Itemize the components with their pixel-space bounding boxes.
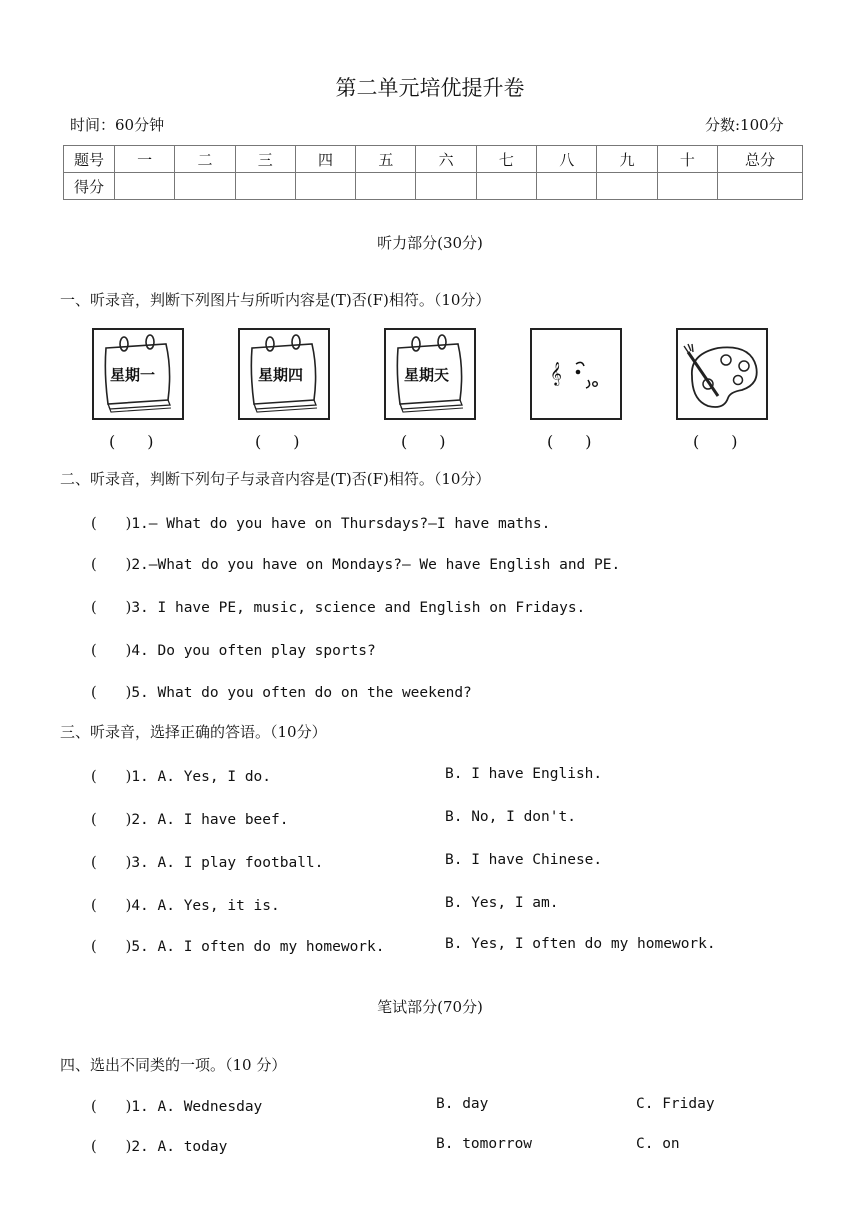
- answer-bracket[interactable]: ( ): [91, 939, 132, 955]
- list-item: [91, 851, 323, 872]
- score-table-header-row: [64, 146, 803, 173]
- question-text: 3. I have PE, music, science and English on Fridays.: [131, 600, 586, 616]
- answer-bracket[interactable]: ( ): [91, 898, 132, 914]
- score-input-cell[interactable]: [657, 173, 717, 200]
- answer-bracket[interactable]: ( ): [91, 769, 132, 785]
- list-item: [91, 1135, 227, 1156]
- question-text: 1.— What do you have on Thursdays?—I have maths.: [131, 516, 551, 532]
- calendar-label: 星期一: [110, 366, 156, 384]
- option-c: C. Friday: [636, 1096, 715, 1112]
- table-cell: 二: [175, 146, 235, 173]
- svg-text:𝄞: 𝄞: [550, 361, 562, 385]
- part3-heading: 三、听录音，选择正确的答语。（10分）: [60, 723, 327, 741]
- score-input-cell[interactable]: [356, 173, 416, 200]
- option-c: C. on: [636, 1136, 680, 1152]
- table-cell: 三: [235, 146, 295, 173]
- list-item: [91, 596, 585, 617]
- answer-bracket[interactable]: ( ): [547, 432, 592, 451]
- option-b: B. tomorrow: [436, 1136, 533, 1152]
- list-item: [91, 765, 271, 786]
- page-title: 第二单元培优提升卷: [335, 76, 525, 100]
- score-input-cell[interactable]: [597, 173, 657, 200]
- answer-bracket[interactable]: ( ): [91, 1139, 132, 1155]
- music-notes-picture: [530, 328, 622, 420]
- table-cell: 一: [115, 146, 175, 173]
- answer-bracket[interactable]: ( ): [693, 432, 738, 451]
- calendar-sunday-picture: [384, 328, 476, 420]
- score-input-cell[interactable]: [295, 173, 355, 200]
- question-text: 4. Do you often play sports?: [131, 643, 376, 659]
- option-b: B. Yes, I often do my homework.: [445, 936, 716, 952]
- writing-heading: 笔试部分(70分): [377, 998, 483, 1016]
- part2-heading: 二、听录音，判断下列句子与录音内容是(T)否(F)相符。（10分）: [60, 470, 491, 488]
- option-a: 5. A. I often do my homework.: [131, 939, 385, 955]
- score-label: 分数:100分: [705, 116, 784, 134]
- calendar-monday-picture: [92, 328, 184, 420]
- score-input-cell[interactable]: [537, 173, 597, 200]
- answer-bracket[interactable]: ( ): [91, 516, 132, 532]
- option-a: 1. A. Wednesday: [131, 1099, 263, 1115]
- answer-bracket[interactable]: ( ): [91, 643, 132, 659]
- list-item: [91, 512, 550, 533]
- music-notes-icon: [532, 330, 620, 418]
- table-cell: 题号: [64, 146, 115, 173]
- question-text: 2.—What do you have on Mondays?— We have English and PE.: [131, 557, 621, 573]
- question-text: 5. What do you often do on the weekend?: [131, 685, 472, 701]
- table-cell: 得分: [64, 173, 115, 200]
- score-table: [63, 145, 803, 200]
- answer-bracket[interactable]: ( ): [255, 432, 300, 451]
- answer-bracket[interactable]: ( ): [109, 432, 154, 451]
- score-input-cell[interactable]: [718, 173, 803, 200]
- table-cell: 六: [416, 146, 476, 173]
- listening-heading: 听力部分(30分): [377, 234, 483, 252]
- score-input-cell[interactable]: [476, 173, 536, 200]
- option-a: 2. A. today: [131, 1139, 228, 1155]
- option-b: B. I have Chinese.: [445, 852, 603, 868]
- answer-bracket[interactable]: ( ): [91, 685, 132, 701]
- option-b: B. Yes, I am.: [445, 895, 559, 911]
- answer-bracket[interactable]: ( ): [91, 600, 132, 616]
- list-item: [91, 894, 280, 915]
- calendar-label: 星期天: [404, 366, 450, 384]
- table-cell: 九: [597, 146, 657, 173]
- list-item: [91, 639, 376, 660]
- part4-heading: 四、选出不同类的一项。（10 分）: [60, 1056, 287, 1074]
- table-cell: 总分: [718, 146, 803, 173]
- part1-heading: 一、听录音，判断下列图片与所听内容是(T)否(F)相符。（10分）: [60, 291, 491, 309]
- list-item: [91, 681, 472, 702]
- list-item: [91, 1095, 262, 1116]
- option-a: 2. A. I have beef.: [131, 812, 289, 828]
- calendar-label: 星期四: [258, 366, 304, 384]
- table-cell: 四: [295, 146, 355, 173]
- table-cell: 十: [657, 146, 717, 173]
- score-input-cell[interactable]: [175, 173, 235, 200]
- option-b: B. day: [436, 1096, 489, 1112]
- option-b: B. I have English.: [445, 766, 603, 782]
- calendar-thursday-picture: [238, 328, 330, 420]
- list-item: [91, 808, 288, 829]
- table-cell: 五: [356, 146, 416, 173]
- table-cell: 七: [476, 146, 536, 173]
- list-item: [91, 935, 385, 956]
- option-a: 1. A. Yes, I do.: [131, 769, 272, 785]
- table-cell: 八: [537, 146, 597, 173]
- score-input-cell[interactable]: [235, 173, 295, 200]
- score-table-score-row: [64, 173, 803, 200]
- option-a: 3. A. I play football.: [131, 855, 324, 871]
- answer-bracket[interactable]: ( ): [91, 855, 132, 871]
- answer-bracket[interactable]: ( ): [91, 1099, 132, 1115]
- answer-bracket[interactable]: ( ): [401, 432, 446, 451]
- list-item: [91, 553, 620, 574]
- option-b: B. No, I don't.: [445, 809, 576, 825]
- score-input-cell[interactable]: [416, 173, 476, 200]
- answer-bracket[interactable]: ( ): [91, 557, 132, 573]
- option-a: 4. A. Yes, it is.: [131, 898, 280, 914]
- answer-bracket[interactable]: ( ): [91, 812, 132, 828]
- paint-palette-picture: [676, 328, 768, 420]
- palette-icon: [678, 330, 766, 418]
- time-label: 时间：60分钟: [70, 116, 165, 134]
- score-input-cell[interactable]: [115, 173, 175, 200]
